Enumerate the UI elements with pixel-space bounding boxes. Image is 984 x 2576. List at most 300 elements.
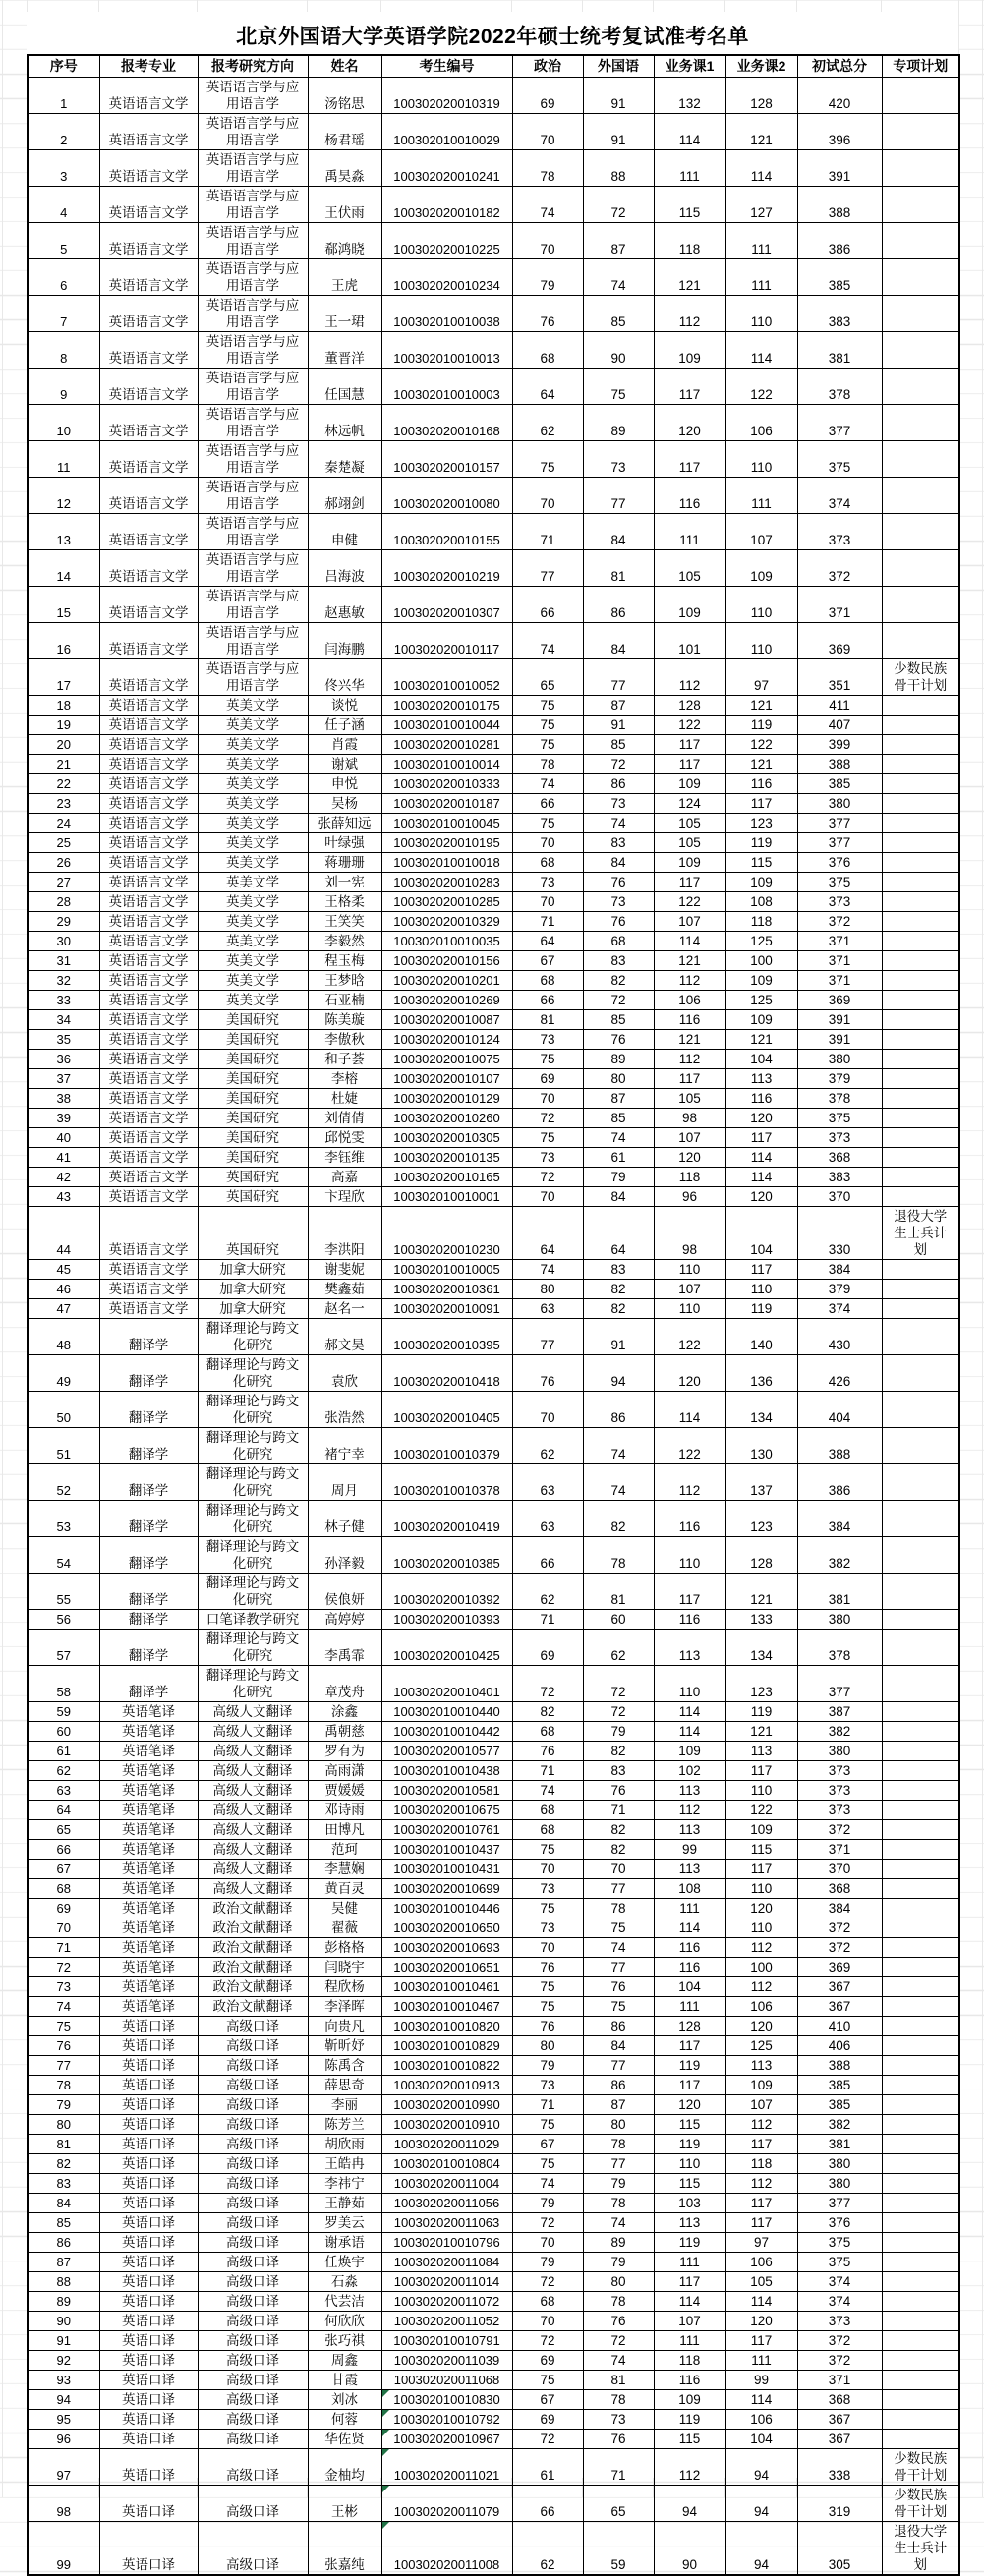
cell-course1: 120 <box>654 2095 725 2115</box>
cell-special-plan: 少数民族骨干计划 <box>882 2486 959 2522</box>
cell-major: 英语笔译 <box>99 1820 198 1840</box>
cell-total: 377 <box>797 1666 882 1702</box>
cell-major: 英语口译 <box>99 2036 198 2056</box>
cell-course1: 119 <box>654 2135 725 2154</box>
cell-direction: 高级口译 <box>198 2194 308 2213</box>
cell-major: 英语口译 <box>99 2095 198 2115</box>
cell-total: 388 <box>797 187 882 223</box>
table-row <box>28 187 959 223</box>
cell-course1: 128 <box>654 2017 725 2036</box>
header-course2: 业务课2 <box>725 55 797 78</box>
cell-course2: 117 <box>725 2331 797 2351</box>
cell-politics: 73 <box>512 1879 583 1899</box>
table-row <box>28 1168 959 1187</box>
cell-name: 高嘉 <box>308 1168 381 1187</box>
cell-name: 罗有为 <box>308 1742 381 1761</box>
cell-politics: 71 <box>512 912 583 932</box>
cell-major: 英语笔译 <box>99 1781 198 1801</box>
cell-course2: 112 <box>725 1977 797 1997</box>
table-row <box>28 1109 959 1128</box>
cell-seq: 71 <box>28 1938 99 1958</box>
cell-total: 369 <box>797 991 882 1010</box>
cell-name: 程欣杨 <box>308 1977 381 1997</box>
cell-total: 376 <box>797 853 882 873</box>
cell-politics: 78 <box>512 150 583 187</box>
cell-course1: 117 <box>654 1574 725 1610</box>
cell-candidate-no: 100302020010395 <box>381 1319 512 1355</box>
cell-direction: 高级口译 <box>198 2076 308 2095</box>
cell-candidate-no: 100302020011056 <box>381 2194 512 2213</box>
cell-course1: 104 <box>654 1977 725 1997</box>
cell-politics: 79 <box>512 2253 583 2272</box>
cell-direction: 英语语言学与应用语言学 <box>198 259 308 296</box>
cell-major: 英语口译 <box>99 2390 198 2410</box>
cell-special-plan <box>882 1089 959 1109</box>
cell-name: 王一珺 <box>308 296 381 332</box>
cell-politics: 68 <box>512 1820 583 1840</box>
cell-course2: 109 <box>725 1010 797 1030</box>
cell-politics: 69 <box>512 78 583 114</box>
cell-special-plan <box>882 814 959 833</box>
cell-name: 薛思奇 <box>308 2076 381 2095</box>
cell-direction: 英美文学 <box>198 735 308 755</box>
table-row <box>28 2292 959 2312</box>
cell-seq: 77 <box>28 2056 99 2076</box>
cell-course2: 114 <box>725 150 797 187</box>
cell-foreign-language: 60 <box>583 1610 654 1630</box>
cell-special-plan <box>882 1666 959 1702</box>
cell-course1: 118 <box>654 2351 725 2371</box>
cell-foreign-language: 78 <box>583 1899 654 1918</box>
cell-major: 英语语言文学 <box>99 1187 198 1207</box>
cell-course1: 98 <box>654 1207 725 1260</box>
cell-politics: 64 <box>512 1207 583 1260</box>
cell-course1: 117 <box>654 2076 725 2095</box>
cell-foreign-language: 74 <box>583 1464 654 1501</box>
cell-special-plan <box>882 2174 959 2194</box>
cell-seq: 60 <box>28 1722 99 1742</box>
cell-name: 林子健 <box>308 1501 381 1537</box>
cell-major: 英语语言文学 <box>99 1128 198 1148</box>
cell-special-plan <box>882 1899 959 1918</box>
cell-candidate-no: 100302020010091 <box>381 1299 512 1319</box>
cell-special-plan <box>882 1742 959 1761</box>
page-title: 北京外国语大学英语学院2022年硕士统考复试准考名单 <box>236 26 749 48</box>
cell-total: 411 <box>797 696 882 716</box>
cell-course2: 109 <box>725 873 797 892</box>
cell-total: 371 <box>797 932 882 951</box>
cell-course1: 111 <box>654 2253 725 2272</box>
cell-seq: 76 <box>28 2036 99 2056</box>
table-row <box>28 2272 959 2292</box>
cell-total: 375 <box>797 2253 882 2272</box>
cell-course2: 100 <box>725 951 797 971</box>
cell-candidate-no: 100302010010379 <box>381 1428 512 1464</box>
cell-major: 英语语言文学 <box>99 187 198 223</box>
cell-direction: 高级人文翻译 <box>198 1820 308 1840</box>
cell-total: 375 <box>797 441 882 478</box>
cell-foreign-language: 77 <box>583 659 654 696</box>
cell-seq: 35 <box>28 1030 99 1050</box>
cell-name: 涂鑫 <box>308 1702 381 1722</box>
cell-special-plan <box>882 1428 959 1464</box>
cell-major: 英语口译 <box>99 2076 198 2095</box>
cell-candidate-no: 100302020010385 <box>381 1537 512 1574</box>
cell-candidate-no: 100302020010329 <box>381 912 512 932</box>
cell-direction: 高级人文翻译 <box>198 1860 308 1879</box>
cell-special-plan <box>882 1702 959 1722</box>
cell-candidate-no: 100302020010195 <box>381 833 512 853</box>
cell-name: 赵名一 <box>308 1299 381 1319</box>
cell-total: 367 <box>797 1977 882 1997</box>
cell-seq: 17 <box>28 659 99 696</box>
cell-name: 翟薇 <box>308 1918 381 1938</box>
cell-foreign-language: 64 <box>583 1207 654 1260</box>
table-row <box>28 1958 959 1977</box>
cell-seq: 78 <box>28 2076 99 2095</box>
cell-foreign-language: 74 <box>583 1128 654 1148</box>
cell-course2: 110 <box>725 1918 797 1938</box>
cell-candidate-no: 100302020010910 <box>381 2115 512 2135</box>
cell-foreign-language: 73 <box>583 794 654 814</box>
cell-foreign-language: 78 <box>583 2135 654 2154</box>
cell-politics: 79 <box>512 2194 583 2213</box>
cell-course2: 118 <box>725 2154 797 2174</box>
cell-course1: 116 <box>654 1501 725 1537</box>
cell-candidate-no: 100302020011014 <box>381 2272 512 2292</box>
cell-special-plan <box>882 187 959 223</box>
table-row <box>28 259 959 296</box>
cell-special-plan <box>882 2331 959 2351</box>
cell-major: 英语语言文学 <box>99 1010 198 1030</box>
cell-name: 程玉梅 <box>308 951 381 971</box>
cell-foreign-language: 74 <box>583 259 654 296</box>
cell-direction: 高级人文翻译 <box>198 1801 308 1820</box>
cell-special-plan <box>882 971 959 991</box>
cell-special-plan <box>882 2312 959 2331</box>
cell-politics: 68 <box>512 971 583 991</box>
cell-special-plan <box>882 332 959 369</box>
cell-foreign-language: 82 <box>583 1820 654 1840</box>
cell-course2: 121 <box>725 114 797 150</box>
table-row <box>28 332 959 369</box>
cell-politics: 80 <box>512 1280 583 1299</box>
cell-candidate-no: 100302010010001 <box>381 1187 512 1207</box>
cell-politics: 75 <box>512 2154 583 2174</box>
cell-politics: 70 <box>512 1860 583 1879</box>
table-row <box>28 1187 959 1207</box>
cell-special-plan <box>882 478 959 514</box>
cell-name: 佟兴华 <box>308 659 381 696</box>
cell-course2: 117 <box>725 1260 797 1280</box>
cell-name: 吕海波 <box>308 550 381 587</box>
cell-seq: 14 <box>28 550 99 587</box>
table-row <box>28 814 959 833</box>
table-row <box>28 1781 959 1801</box>
cell-course2: 113 <box>725 1742 797 1761</box>
cell-direction: 高级人文翻译 <box>198 1781 308 1801</box>
cell-name: 谢斐妮 <box>308 1260 381 1280</box>
cell-total: 391 <box>797 1030 882 1050</box>
cell-direction: 高级口译 <box>198 2312 308 2331</box>
cell-candidate-no: 100302020010281 <box>381 735 512 755</box>
cell-course2: 99 <box>725 2371 797 2390</box>
cell-direction: 加拿大研究 <box>198 1260 308 1280</box>
cell-special-plan <box>882 514 959 550</box>
cell-foreign-language: 91 <box>583 114 654 150</box>
cell-name: 李慧娴 <box>308 1860 381 1879</box>
cell-course1: 117 <box>654 1069 725 1089</box>
cell-direction: 英美文学 <box>198 794 308 814</box>
cell-name: 王格柔 <box>308 892 381 912</box>
cell-seq: 37 <box>28 1069 99 1089</box>
cell-course2: 114 <box>725 2390 797 2410</box>
cell-name: 贾媛媛 <box>308 1781 381 1801</box>
cell-candidate-no: 100302010010003 <box>381 369 512 405</box>
cell-seq: 74 <box>28 1997 99 2017</box>
cell-foreign-language: 84 <box>583 514 654 550</box>
cell-special-plan <box>882 774 959 794</box>
cell-direction: 英语语言学与应用语言学 <box>198 78 308 114</box>
cell-name: 谢承语 <box>308 2233 381 2253</box>
cell-name: 李禹霏 <box>308 1630 381 1666</box>
cell-special-plan <box>882 1299 959 1319</box>
cell-major: 翻译学 <box>99 1610 198 1630</box>
cell-course1: 112 <box>654 296 725 332</box>
cell-politics: 76 <box>512 1958 583 1977</box>
cell-politics: 70 <box>512 1089 583 1109</box>
cell-course1: 102 <box>654 1761 725 1781</box>
cell-politics: 63 <box>512 1299 583 1319</box>
table-row <box>28 951 959 971</box>
cell-total: 374 <box>797 478 882 514</box>
cell-politics: 82 <box>512 1702 583 1722</box>
cell-major: 英语语言文学 <box>99 873 198 892</box>
cell-course1: 122 <box>654 1428 725 1464</box>
table-row <box>28 659 959 696</box>
cell-total: 368 <box>797 2390 882 2410</box>
table-row <box>28 991 959 1010</box>
cell-course1: 121 <box>654 1030 725 1050</box>
cell-name: 杨君瑶 <box>308 114 381 150</box>
cell-special-plan <box>882 1501 959 1537</box>
cell-course2: 111 <box>725 478 797 514</box>
cell-course2: 94 <box>725 2449 797 2486</box>
cell-politics: 67 <box>512 2390 583 2410</box>
cell-candidate-no: 100302010010467 <box>381 1997 512 2017</box>
cell-name: 张浩然 <box>308 1392 381 1428</box>
cell-course1: 109 <box>654 853 725 873</box>
cell-politics: 69 <box>512 1069 583 1089</box>
cell-name: 陈禹含 <box>308 2056 381 2076</box>
cell-candidate-no: 100302020010124 <box>381 1030 512 1050</box>
cell-direction: 英国研究 <box>198 1187 308 1207</box>
cell-politics: 68 <box>512 1801 583 1820</box>
cell-direction: 高级口译 <box>198 2115 308 2135</box>
table-row <box>28 2076 959 2095</box>
cell-direction: 翻译理论与跨文化研究 <box>198 1501 308 1537</box>
cell-candidate-no: 100302020010234 <box>381 259 512 296</box>
cell-foreign-language: 87 <box>583 2095 654 2115</box>
cell-major: 英语口译 <box>99 2430 198 2449</box>
cell-seq: 16 <box>28 623 99 659</box>
cell-course1: 105 <box>654 550 725 587</box>
cell-course2: 125 <box>725 2036 797 2056</box>
cell-seq: 54 <box>28 1537 99 1574</box>
cell-foreign-language: 74 <box>583 1428 654 1464</box>
cell-foreign-language: 80 <box>583 2272 654 2292</box>
cell-politics: 65 <box>512 659 583 696</box>
cell-name: 任国慧 <box>308 369 381 405</box>
cell-course1: 117 <box>654 441 725 478</box>
cell-major: 英语语言文学 <box>99 259 198 296</box>
cell-seq: 38 <box>28 1089 99 1109</box>
cell-course2: 120 <box>725 1187 797 1207</box>
cell-total: 374 <box>797 2292 882 2312</box>
cell-candidate-no: 100302020010418 <box>381 1355 512 1392</box>
header-foreign-language: 外国语 <box>583 55 654 78</box>
cell-direction: 英语语言学与应用语言学 <box>198 550 308 587</box>
cell-course1: 109 <box>654 2390 725 2410</box>
cell-total: 369 <box>797 623 882 659</box>
cell-seq: 94 <box>28 2390 99 2410</box>
cell-special-plan <box>882 2154 959 2174</box>
cell-course1: 114 <box>654 1702 725 1722</box>
cell-candidate-no: 100302010010438 <box>381 1761 512 1781</box>
cell-total: 383 <box>797 296 882 332</box>
table-row <box>28 1050 959 1069</box>
cell-course2: 110 <box>725 587 797 623</box>
cell-major: 英语口译 <box>99 2312 198 2331</box>
table-row <box>28 755 959 774</box>
cell-course2: 109 <box>725 2076 797 2095</box>
cell-direction: 高级口译 <box>198 2253 308 2272</box>
cell-name: 王笑笑 <box>308 912 381 932</box>
cell-major: 英语语言文学 <box>99 1260 198 1280</box>
cell-direction: 高级口译 <box>198 2390 308 2410</box>
cell-course1: 112 <box>654 2449 725 2486</box>
cell-course2: 111 <box>725 259 797 296</box>
table-row <box>28 1801 959 1820</box>
cell-total: 406 <box>797 2036 882 2056</box>
cell-special-plan <box>882 2095 959 2115</box>
table-row <box>28 2449 959 2486</box>
cell-direction: 高级口译 <box>198 2135 308 2154</box>
cell-seq: 19 <box>28 716 99 735</box>
table-row <box>28 716 959 735</box>
cell-name: 申健 <box>308 514 381 550</box>
cell-major: 英语语言文学 <box>99 1299 198 1319</box>
cell-major: 英语口译 <box>99 2272 198 2292</box>
cell-candidate-no: 100302020011008 <box>381 2522 512 2576</box>
cell-special-plan <box>882 1537 959 1574</box>
table-row <box>28 1537 959 1574</box>
cell-total: 370 <box>797 1187 882 1207</box>
cell-direction: 高级口译 <box>198 2017 308 2036</box>
cell-course2: 100 <box>725 1958 797 1977</box>
cell-major: 英语口译 <box>99 2017 198 2036</box>
cell-special-plan <box>882 1109 959 1128</box>
cell-politics: 68 <box>512 1722 583 1742</box>
cell-total: 426 <box>797 1355 882 1392</box>
cell-name: 张薛知远 <box>308 814 381 833</box>
cell-course1: 117 <box>654 873 725 892</box>
cell-major: 英语口译 <box>99 2135 198 2154</box>
cell-foreign-language: 85 <box>583 1109 654 1128</box>
cell-special-plan <box>882 932 959 951</box>
cell-direction: 政治文献翻译 <box>198 1977 308 1997</box>
cell-course1: 114 <box>654 932 725 951</box>
cell-name: 叶绿强 <box>308 833 381 853</box>
cell-total: 372 <box>797 1820 882 1840</box>
cell-name: 卞珵欣 <box>308 1187 381 1207</box>
cell-name: 刘一宪 <box>308 873 381 892</box>
cell-major: 英语语言文学 <box>99 405 198 441</box>
cell-name: 邱悦雯 <box>308 1128 381 1148</box>
cell-total: 377 <box>797 814 882 833</box>
cell-foreign-language: 72 <box>583 2331 654 2351</box>
cell-course1: 114 <box>654 1918 725 1938</box>
cell-seq: 18 <box>28 696 99 716</box>
cell-total: 372 <box>797 1918 882 1938</box>
cell-special-plan <box>882 296 959 332</box>
cell-course2: 106 <box>725 405 797 441</box>
cell-name: 李傲秋 <box>308 1030 381 1050</box>
cell-name: 黄百灵 <box>308 1879 381 1899</box>
cell-direction: 高级口译 <box>198 2449 308 2486</box>
cell-seq: 1 <box>28 78 99 114</box>
cell-course2: 105 <box>725 2272 797 2292</box>
cell-name: 代芸洁 <box>308 2292 381 2312</box>
cell-special-plan <box>882 716 959 735</box>
cell-politics: 64 <box>512 369 583 405</box>
cell-course1: 108 <box>654 1879 725 1899</box>
cell-major: 英语语言文学 <box>99 892 198 912</box>
cell-course1: 105 <box>654 1089 725 1109</box>
cell-candidate-no: 100302020010241 <box>381 150 512 187</box>
cell-candidate-no: 100302020010319 <box>381 78 512 114</box>
cell-major: 英语语言文学 <box>99 833 198 853</box>
cell-total: 382 <box>797 2115 882 2135</box>
cell-total: 380 <box>797 794 882 814</box>
cell-foreign-language: 88 <box>583 150 654 187</box>
cell-course2: 97 <box>725 659 797 696</box>
cell-direction: 英美文学 <box>198 696 308 716</box>
table-row <box>28 1010 959 1030</box>
cell-total: 385 <box>797 259 882 296</box>
cell-course1: 120 <box>654 405 725 441</box>
table-row <box>28 1761 959 1781</box>
cell-direction: 英美文学 <box>198 951 308 971</box>
cell-course2: 108 <box>725 892 797 912</box>
cell-total: 380 <box>797 2154 882 2174</box>
cell-seq: 95 <box>28 2410 99 2430</box>
cell-special-plan <box>882 1801 959 1820</box>
cell-direction: 高级口译 <box>198 2292 308 2312</box>
cell-politics: 73 <box>512 2076 583 2095</box>
cell-major: 英语口译 <box>99 2292 198 2312</box>
header-course1: 业务课1 <box>654 55 725 78</box>
cell-foreign-language: 72 <box>583 1666 654 1702</box>
cell-politics: 67 <box>512 2135 583 2154</box>
cell-name: 李丽 <box>308 2095 381 2115</box>
cell-seq: 5 <box>28 223 99 259</box>
cell-special-plan <box>882 1574 959 1610</box>
cell-major: 英语语言文学 <box>99 1030 198 1050</box>
cell-foreign-language: 79 <box>583 2174 654 2194</box>
cell-seq: 44 <box>28 1207 99 1260</box>
cell-major: 英语口译 <box>99 2253 198 2272</box>
